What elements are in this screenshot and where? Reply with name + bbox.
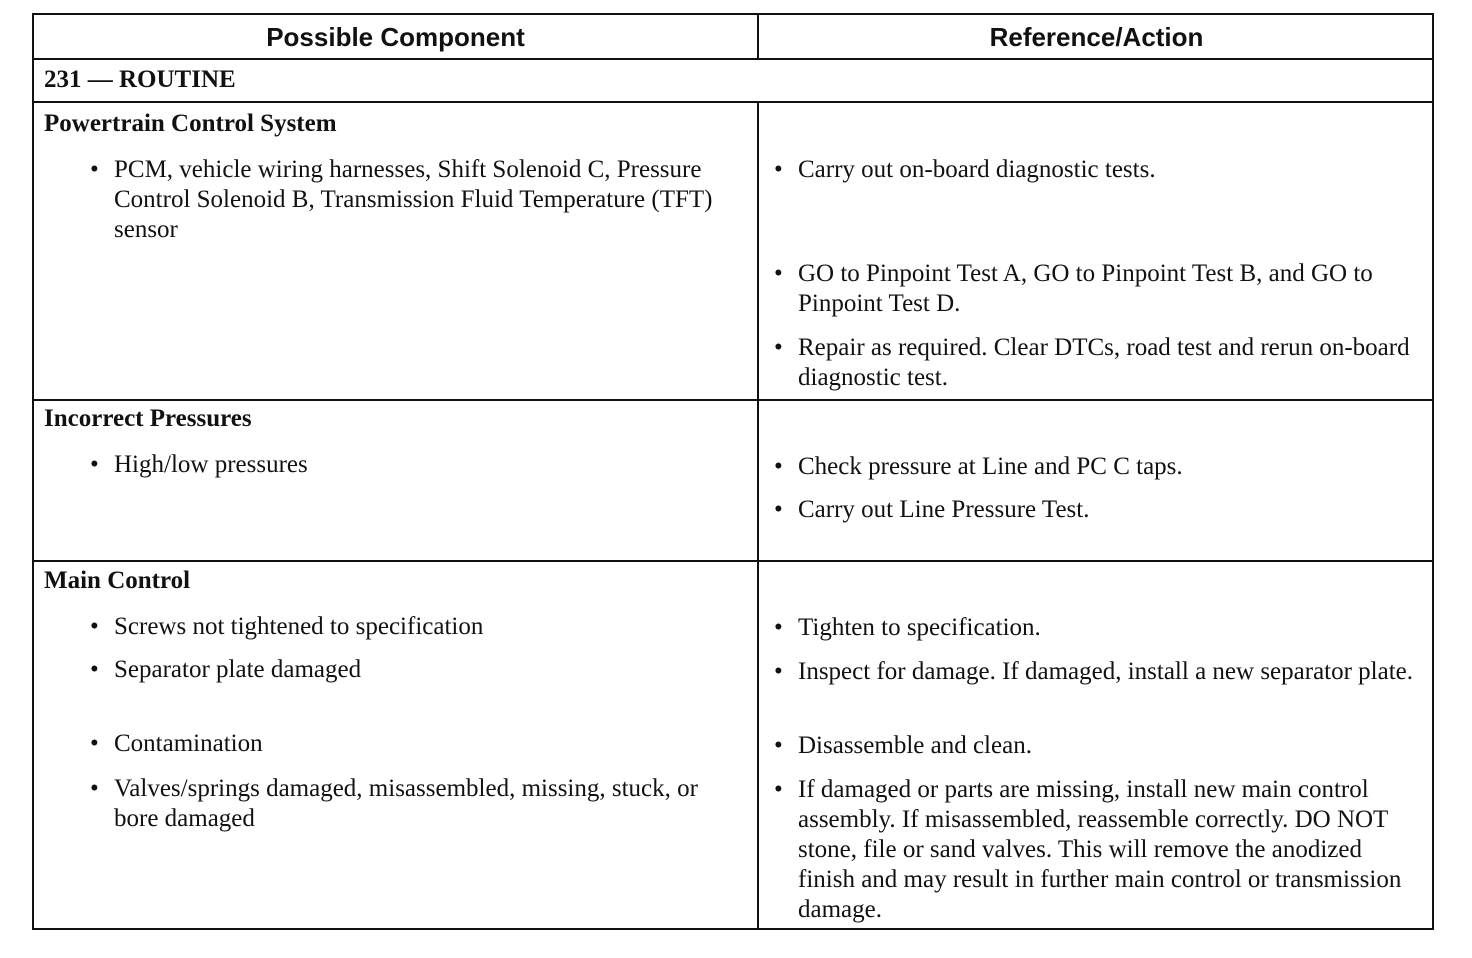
action-text: Carry out Line Pressure Test. <box>798 496 1090 523</box>
component-text: Valves/springs damaged, misassembled, missing, stuck, or bore damaged <box>114 775 698 832</box>
component-text: PCM, vehicle wiring harnesses, Shift Solenoid C, Pressure Control Solenoid B, Transmission Fluid Temperature (TFT) sensor <box>114 156 713 243</box>
bullet-icon: • <box>774 732 783 759</box>
bullet-icon: • <box>774 658 783 685</box>
action-text: Inspect for damage. If damaged, install a new separator plate. <box>798 658 1414 685</box>
bullet-icon: • <box>90 613 99 640</box>
column-header-action: Reference/Action <box>989 22 1204 52</box>
code-row-divider <box>34 101 1432 103</box>
bullet-icon: • <box>774 260 783 287</box>
code-row-label: 231 — ROUTINE <box>44 66 236 93</box>
component-text: Contamination <box>114 730 263 757</box>
component-item <box>90 729 714 759</box>
action-item <box>774 155 1418 185</box>
diagnostic-table <box>32 13 1434 930</box>
bullet-icon: • <box>774 496 783 523</box>
section-title: Main Control <box>44 567 191 594</box>
bullet-icon: • <box>90 451 99 478</box>
bullet-icon: • <box>774 614 783 641</box>
bullet-icon: • <box>774 776 783 803</box>
bullet-icon: • <box>90 156 99 183</box>
action-item <box>774 775 1418 925</box>
bullet-icon: • <box>774 156 783 183</box>
action-text: Check pressure at Line and PC C taps. <box>798 453 1183 480</box>
component-text: Screws not tightened to specification <box>114 613 484 640</box>
action-text: Tighten to specification. <box>798 614 1041 641</box>
component-item <box>90 612 714 642</box>
action-text: Disassemble and clean. <box>798 732 1032 759</box>
action-text: GO to Pinpoint Test A, GO to Pinpoint Test B, and GO to Pinpoint Test D. <box>798 260 1373 317</box>
component-item <box>90 450 714 480</box>
bullet-icon: • <box>90 775 99 802</box>
section-divider <box>34 560 1432 562</box>
action-item <box>774 259 1418 319</box>
action-item <box>774 495 1418 525</box>
column-header-component: Possible Component <box>266 22 525 52</box>
component-item <box>90 655 714 685</box>
bullet-icon: • <box>774 334 783 361</box>
action-item <box>774 333 1418 393</box>
bullet-icon: • <box>774 453 783 480</box>
action-item <box>774 731 1418 761</box>
action-item <box>774 613 1418 643</box>
header-column-divider <box>757 15 759 59</box>
section-title: Incorrect Pressures <box>44 405 252 432</box>
component-item <box>90 774 714 834</box>
action-text: Repair as required. Clear DTCs, road test and rerun on-board diagnostic test. <box>798 334 1410 391</box>
section-title: Powertrain Control System <box>44 110 337 137</box>
action-text: If damaged or parts are missing, install new main control assembly. If misassembled, reassemble correctly. DO NOT stone, file or sand valves. This will remove the anodized finish and may result in further main control or transmission damage. <box>798 776 1402 923</box>
action-text: Carry out on-board diagnostic tests. <box>798 156 1156 183</box>
action-item <box>774 657 1418 687</box>
bullet-icon: • <box>90 656 99 683</box>
body-column-divider <box>757 101 759 928</box>
component-text: Separator plate damaged <box>114 656 362 683</box>
bullet-icon: • <box>90 730 99 757</box>
component-item <box>90 155 714 245</box>
section-divider <box>34 399 1432 401</box>
action-item <box>774 452 1418 482</box>
component-text: High/low pressures <box>114 451 308 478</box>
header-divider <box>34 58 1432 60</box>
